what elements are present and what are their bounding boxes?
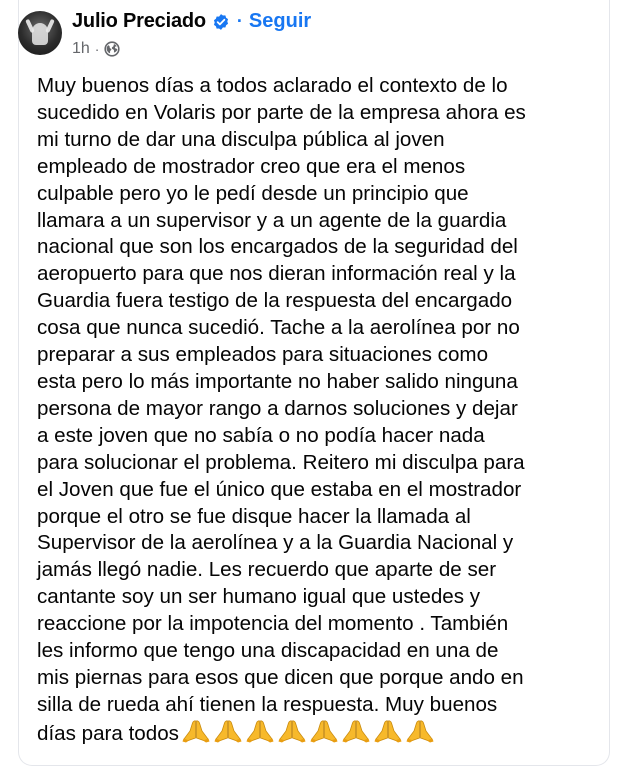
post-text-line: [37, 208, 597, 235]
folded-hands-icon: [309, 719, 339, 743]
post-text-line: [37, 100, 597, 127]
post-text-line: [37, 181, 597, 208]
post-text-line: [37, 665, 597, 692]
post-text-line: [37, 504, 597, 531]
post-text-line: [37, 127, 597, 154]
post-text-line: [37, 288, 597, 315]
post-text-line: [37, 423, 597, 450]
post-text-line: [37, 369, 597, 396]
post-text-line-content: sucedido en Volaris por parte de la empresa ahora es: [37, 100, 526, 124]
post-text-line: [37, 638, 597, 665]
post-text-line-content: para solucionar el problema. Reitero mi disculpa para: [37, 450, 525, 474]
post-text-line-content: días para todos: [37, 721, 179, 745]
post-text-line: [37, 342, 597, 369]
post-text-line: [37, 450, 597, 477]
post-text-line: [37, 557, 597, 584]
folded-hands-icon: [405, 719, 435, 743]
post-text-line-content: cantante soy un ser humano igual que ustedes y: [37, 585, 481, 609]
post-text-line-content: Supervisor de la aerolínea y a la Guardia Nacional y: [37, 531, 514, 555]
post-text-line: [37, 234, 597, 261]
post-text-line-content: culpable pero yo le pedí desde un principio que: [37, 181, 469, 205]
post-text-line: [37, 611, 597, 638]
post-text-line: [37, 315, 597, 342]
avatar[interactable]: [18, 11, 62, 55]
post-text-line: [37, 73, 597, 100]
folded-hands-icon: [213, 719, 243, 743]
follow-button[interactable]: Seguir: [248, 10, 312, 32]
folded-hands-icon: [277, 719, 307, 743]
emoji-row: [181, 719, 437, 751]
post-text-line-content: jamás llegó nadie. Les recuerdo que aparte de ser: [37, 558, 497, 582]
post-text-line: [37, 584, 597, 611]
post-text-line: [37, 530, 597, 557]
post-text-line: [37, 692, 597, 719]
post-header: [18, 8, 578, 64]
post-text-line-content: les informo que tengo una discapacidad en una de: [37, 639, 499, 663]
author-name[interactable]: Julio Preciado: [72, 10, 206, 32]
globe-icon[interactable]: [104, 41, 120, 57]
post-text-line: [37, 719, 597, 751]
post-text-line: [37, 396, 597, 423]
meta-separator: ·: [94, 41, 100, 57]
post-text-line-content: a este joven que no sabía o no podía hacer nada: [37, 423, 485, 447]
post-text-line-content: persona de mayor rango a darnos soluciones y dejar: [37, 396, 518, 420]
author-row: [72, 10, 311, 33]
post-text-line-content: reaccione por la impotencia del momento . También: [37, 612, 509, 636]
folded-hands-icon: [181, 719, 211, 743]
post-text-line-content: mis piernas para esos que dicen que porque ando en: [37, 665, 524, 689]
post-text-line-content: cosa que nunca sucedió. Tache a la aerolínea por no: [37, 316, 520, 340]
post-text-line-content: silla de rueda ahí tienen la respuesta. Muy buenos: [37, 692, 498, 716]
verified-badge-icon: [212, 13, 230, 31]
post-text-line-content: llamara a un supervisor y a un agente de la guardia: [37, 208, 507, 232]
timestamp[interactable]: 1h: [72, 40, 90, 57]
post-text-line: [37, 154, 597, 181]
post-text-line-content: Muy buenos días a todos aclarado el contexto de lo: [37, 74, 508, 97]
post-text-line: [37, 477, 597, 504]
post-text-line-content: porque el otro se fue disque hacer la llamada al: [37, 504, 471, 528]
name-separator: ·: [236, 11, 243, 31]
post-text-line-content: aeropuerto para que nos dieran información real y la: [37, 262, 516, 286]
post-text-line-content: preparar a sus empleados para situaciones como: [37, 343, 489, 367]
post-text-line-content: nacional que son los encargados de la seguridad del: [37, 235, 518, 259]
post-text-line-content: empleado de mostrador creo que era el menos: [37, 154, 466, 178]
post-text-line-content: el Joven que fue el único que estaba en el mostrador: [37, 477, 522, 501]
post-text-line: [37, 261, 597, 288]
post-meta: [72, 40, 120, 58]
folded-hands-icon: [341, 719, 371, 743]
post-text-line-content: Guardia fuera testigo de la respuesta del encargado: [37, 289, 513, 313]
avatar-figure: [32, 23, 48, 45]
folded-hands-icon: [245, 719, 275, 743]
post-text-line-content: esta pero lo más importante no haber salido ninguna: [37, 369, 518, 393]
post-text-line-content: mi turno de dar una disculpa pública al joven: [37, 127, 445, 151]
folded-hands-icon: [373, 719, 403, 743]
post-body: [37, 73, 597, 751]
